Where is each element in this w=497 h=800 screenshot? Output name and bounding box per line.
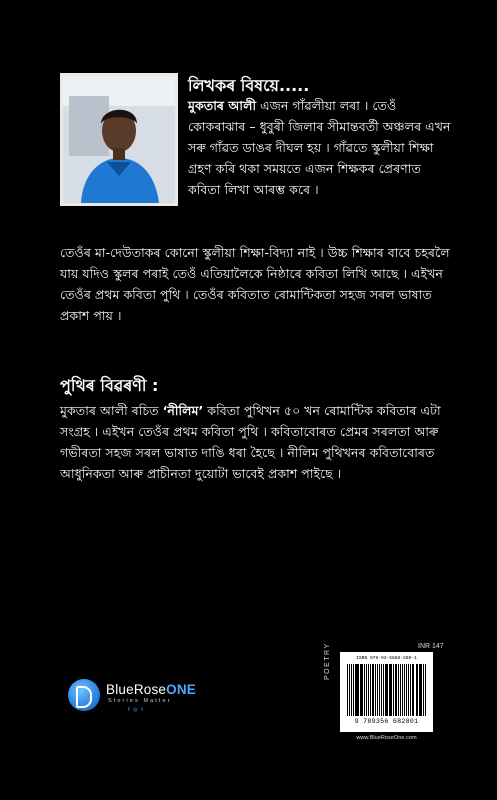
description-text-after: কবিতা পুথিখন ৫০ খন ৰোমান্টিক কবিতাৰ এটা সংগ্ৰহ । এইখন তেওঁৰ প্ৰথম কবিতা পুথি । কবিতাবোৰত প্ৰেমৰ সৰলতা আৰু গভীৰতা সহজ সৰল ভাষাত দাঙি ধৰা হৈছে । নীলিম পুথিখনৰ কবিতাবোৰত আধুনিকতা আৰু প্ৰাচীনতা দুয়োটা ভাবেই প্ৰকাশ পাইছে । [60,403,441,481]
publisher-brand: BlueRoseONE [106,682,196,697]
author-name: মুকতাৰ আলী [188,98,257,113]
barcode-bars [347,664,427,716]
barcode-digits: 9 789356 682801 [354,718,419,725]
book-description-paragraph [60,400,456,484]
social-icons: f ◎ t [128,707,145,713]
book-description-heading: পুথিৰ বিৱৰণী : [60,376,159,395]
about-author-text-1: এজন গাঁৱলীয়া লৰা । তেওঁ কোকৰাঝাৰ – ধুবুৰী জিলাৰ সীমান্তবৰ্তী অঞ্চলৰ এখন সৰু গাঁৱত ডাঙৰ দীঘল হয় । গাঁৱতে স্কুলীয়া শিক্ষা গ্ৰহণ কৰি থকা সময়তে এজন শিক্ষকৰ প্ৰেৰণাত কবিতা লিখা আৰম্ভ কৰে । [188,98,451,197]
book-title: ‘নীলিম’ [162,403,204,418]
bluerose-logo-icon [68,679,100,711]
genre-label: POETRY [324,642,331,680]
isbn-number: ISBN 978-93-5668-280-1 [356,656,417,661]
publisher-website: www.BlueRoseOne.com [356,735,417,741]
about-author-heading: লিখকৰ বিষয়ে..... [188,76,310,95]
price-label: INR 147 [418,643,444,650]
about-author-paragraph-1 [188,95,456,200]
author-portrait-image [63,76,175,203]
publisher-tagline: Stories Matter [108,698,172,704]
publisher-logo [68,677,213,719]
description-text-before: মুকতাৰ আলী ৰচিত [60,403,163,418]
isbn-barcode [340,652,433,732]
author-photo [60,73,178,206]
about-author-paragraph-2: তেওঁৰ মা-দেউতাকৰ কোনো স্কুলীয়া শিক্ষা-বিদ্যা নাই । উচ্চ শিক্ষাৰ বাবে চহৰলৈ যায় যদিও স্কুলৰ পৰাই তেওঁ এতিয়ালৈকে নিষ্ঠাৰে কবিতা লিখি আছে । এইখন তেওঁৰ প্ৰথম কবিতা পুথি । তেওঁৰ কবিতাত ৰোমান্টিকতা সহজ সৰল ভাষাত প্ৰকাশ পায় । [60,245,450,323]
